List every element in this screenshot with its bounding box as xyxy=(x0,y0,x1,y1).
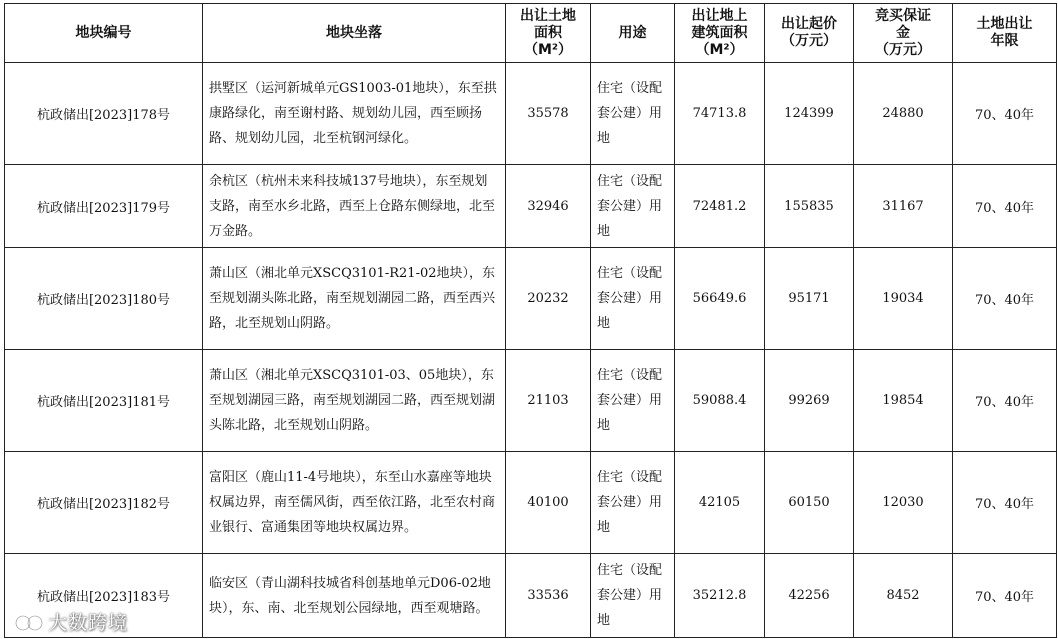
cell-land-area: 33536 xyxy=(506,554,591,638)
cell-term: 70、40年 xyxy=(953,554,1057,638)
header-building-area: 出让地上 建筑面积 （M²） xyxy=(675,4,765,63)
cell-term: 70、40年 xyxy=(953,350,1057,452)
cell-deposit: 12030 xyxy=(854,452,953,554)
cell-term: 70、40年 xyxy=(953,165,1057,248)
cell-parcel-id: 杭政储出[2023]182号 xyxy=(5,452,203,554)
header-term: 土地出让 年限 xyxy=(953,4,1057,63)
cell-start-price: 155835 xyxy=(765,165,854,248)
cell-use: 住宅（设配套公建）用地 xyxy=(591,248,675,350)
header-parcel-id: 地块编号 xyxy=(5,4,203,63)
cell-use: 住宅（设配套公建）用地 xyxy=(591,452,675,554)
cell-term: 70、40年 xyxy=(953,248,1057,350)
cell-land-area: 32946 xyxy=(506,165,591,248)
cell-location: 拱墅区（运河新城单元GS1003-01地块），东至拱康路绿化，南至谢村路、规划幼儿园，西至顾扬路、规划幼儿园，北至杭钢河绿化。 xyxy=(203,63,506,165)
cell-start-price: 99269 xyxy=(765,350,854,452)
cell-parcel-id: 杭政储出[2023]179号 xyxy=(5,165,203,248)
cell-use: 住宅（设配套公建）用地 xyxy=(591,350,675,452)
table-row xyxy=(5,350,1057,452)
cell-deposit: 24880 xyxy=(854,63,953,165)
cell-deposit: 19854 xyxy=(854,350,953,452)
table-row xyxy=(5,452,1057,554)
header-location: 地块坐落 xyxy=(203,4,506,63)
cell-land-area: 21103 xyxy=(506,350,591,452)
cell-use: 住宅（设配套公建）用地 xyxy=(591,554,675,638)
header-land-area: 出让土地 面积 （M²） xyxy=(506,4,591,63)
table-row xyxy=(5,63,1057,165)
table-header-row xyxy=(5,4,1057,63)
table-row xyxy=(5,165,1057,248)
header-start-price: 出让起价 （万元） xyxy=(765,4,854,63)
header-deposit: 竞买保证 金 （万元） xyxy=(854,4,953,63)
cell-parcel-id: 杭政储出[2023]178号 xyxy=(5,63,203,165)
cell-parcel-id: 杭政储出[2023]180号 xyxy=(5,248,203,350)
cell-building-area: 56649.6 xyxy=(675,248,765,350)
cell-building-area: 42105 xyxy=(675,452,765,554)
cell-land-area: 35578 xyxy=(506,63,591,165)
cell-location: 富阳区（鹿山11-4号地块），东至山水嘉座等地块权属边界，南至儒风街，西至依江路，北至农村商业银行、富通集团等地块权属边界。 xyxy=(203,452,506,554)
cell-deposit: 8452 xyxy=(854,554,953,638)
cell-use: 住宅（设配套公建）用地 xyxy=(591,63,675,165)
cell-start-price: 124399 xyxy=(765,63,854,165)
cell-location: 余杭区（杭州未来科技城137号地块），东至规划支路，南至水乡北路，西至上仓路东侧绿地，北至万金路。 xyxy=(203,165,506,248)
cell-deposit: 31167 xyxy=(854,165,953,248)
header-use: 用途 xyxy=(591,4,675,63)
cell-land-area: 20232 xyxy=(506,248,591,350)
cell-building-area: 72481.2 xyxy=(675,165,765,248)
cell-use: 住宅（设配套公建）用地 xyxy=(591,165,675,248)
cell-start-price: 42256 xyxy=(765,554,854,638)
table-row xyxy=(5,554,1057,638)
cell-term: 70、40年 xyxy=(953,452,1057,554)
cell-building-area: 74713.8 xyxy=(675,63,765,165)
watermark-logo-icon xyxy=(14,614,44,632)
cell-building-area: 59088.4 xyxy=(675,350,765,452)
cell-deposit: 19034 xyxy=(854,248,953,350)
cell-location: 萧山区（湘北单元XSCQ3101-R21-02地块），东至规划湖头陈北路，南至规划湖园二路，西至西兴路，北至规划山阴路。 xyxy=(203,248,506,350)
cell-term: 70、40年 xyxy=(953,63,1057,165)
cell-location: 临安区（青山湖科技城省科创基地单元D06-02地块），东、南、北至规划公园绿地，西至观塘路。 xyxy=(203,554,506,638)
cell-building-area: 35212.8 xyxy=(675,554,765,638)
cell-parcel-id: 杭政储出[2023]181号 xyxy=(5,350,203,452)
cell-location: 萧山区（湘北单元XSCQ3101-03、05地块），东至规划湖园三路，南至规划湖园二路，西至规划湖头陈北路，北至规划山阴路。 xyxy=(203,350,506,452)
watermark-text: 大数跨境 xyxy=(48,612,129,634)
cell-parcel-id: 杭政储出[2023]183号 xyxy=(5,554,203,638)
cell-start-price: 60150 xyxy=(765,452,854,554)
table-row xyxy=(5,248,1057,350)
cell-land-area: 40100 xyxy=(506,452,591,554)
watermark xyxy=(14,608,128,635)
cell-start-price: 95171 xyxy=(765,248,854,350)
land-parcel-table xyxy=(4,3,1057,638)
